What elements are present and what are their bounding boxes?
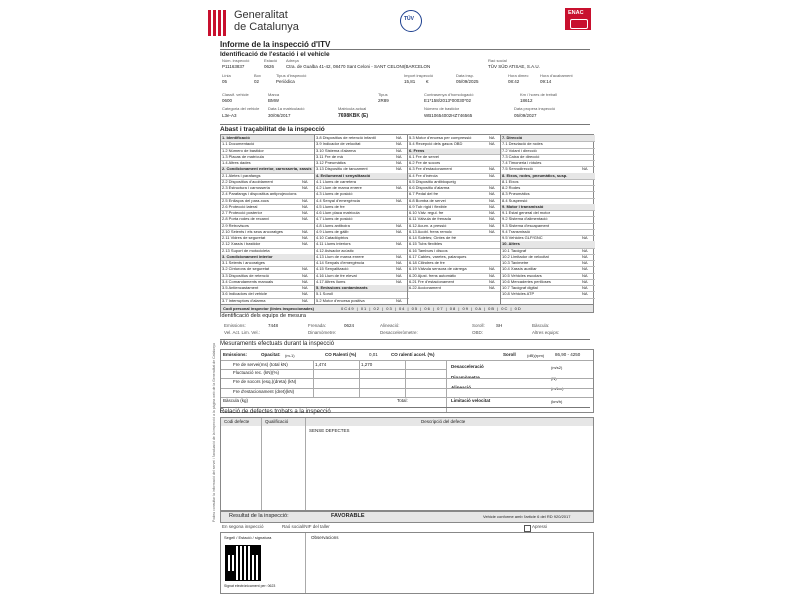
abast-item-label: 3.5 Antiencastament — [222, 285, 259, 290]
abast-item-label: 6.15 Tubs flexibles — [409, 241, 443, 247]
abast-item-label: 3.6 Indicadors del vehicle — [222, 291, 268, 297]
page-title: Informe de la inspecció d'ITV — [220, 40, 331, 49]
abast-item-label: 8.1 Eixos — [502, 178, 519, 184]
value-eq-emissions: 7448 — [268, 323, 279, 328]
abast-item-status: NA — [396, 241, 402, 247]
label-ms-fre-estacionament: Fre d'estacionament (dret)(kN) — [233, 389, 295, 394]
abast-item-label: 7.3 Caixa de direcció — [502, 153, 540, 159]
value-matricula: 7698KBK (E) — [338, 113, 369, 119]
label-rao-taller: Raó social/NIF del taller — [282, 524, 330, 529]
value-km: 18612 — [520, 98, 533, 103]
label-eq-desaccelerometre: Desacceleròmetre: — [380, 330, 418, 335]
abast-item-label: 3.8 Dispositius de retenció infantil — [316, 135, 376, 140]
abast-item-label: 4.3 Llums de posició — [316, 191, 353, 197]
label-rao-social: Raó social — [488, 58, 507, 63]
abast-item-status: NA — [489, 272, 495, 278]
abast-item-label: 5.2 Motor d'encesa positiva — [316, 297, 365, 303]
abast-item-label: 3. Condicionament interior — [222, 253, 273, 259]
abast-item-label: 2.7 Protecció posterior — [222, 210, 263, 215]
abast-item-label: 4.13 Llum de marxa enrere — [316, 253, 365, 259]
abast-item-label: 4.16 Llum de fre elevat — [316, 272, 357, 278]
abast-item-label: 6.16 Tamburs i discos — [409, 247, 448, 253]
abast-item-label: 3.9 Indicador de velocitat — [316, 141, 361, 147]
abast-item-status: NA — [582, 247, 588, 253]
abast-item-label: 6.21 Fre d'estacionament — [409, 278, 455, 284]
label-eq-altres: Altres equips: — [532, 330, 560, 335]
abast-item-label: 2.1 Aletes i parafangs — [222, 172, 261, 178]
label-adreca: Adreça — [286, 58, 299, 63]
abast-item-label: 2. Condicionament exterior, carrosseria, xassís — [222, 166, 312, 172]
abast-item-status: NA — [396, 135, 402, 140]
value-eq-frenada: 0624 — [344, 323, 355, 328]
abast-item-label: 4.15 Senyalització — [316, 266, 349, 272]
value-data-inspeccio: 05/09/2025 — [456, 79, 479, 84]
label-apressi: Apressi — [532, 524, 548, 529]
abast-item-label: 7.2 Volant i direcció — [502, 147, 537, 153]
value-import: 15,81 — [404, 79, 416, 84]
value-estacio: 0626 — [264, 64, 275, 69]
abast-item-label: 6.18 Cilindres de fre — [409, 260, 445, 265]
header-descripcio: Descripció del defecte — [421, 419, 466, 424]
abast-item-label: 4.5 Llums de fre — [316, 203, 345, 209]
value-resultat: FAVORABLE — [331, 513, 365, 519]
label-ms-emissions: Emissions: — [223, 352, 248, 357]
generalitat-logo — [208, 10, 230, 36]
label-eq-velocitat: Vel. Act. Lim. Vel.: — [224, 330, 261, 335]
header-codi-defecte: Codi defecte — [224, 419, 250, 424]
abast-item-label: 6.14 Soletes; Cintes de frè — [409, 235, 457, 240]
value-classif-vehicle: 0600 — [222, 98, 233, 103]
org-name-line1: Generalitat — [234, 9, 288, 21]
abast-item-label: 1.1 Documentació — [222, 141, 255, 147]
label-ms-co-ralenti: CO Ralentí (%) — [325, 352, 357, 357]
label-ms-total: Total: — [397, 398, 408, 403]
value-linia: 05 — [222, 79, 228, 84]
label-data-inspeccio: Data insp. — [456, 73, 475, 78]
unit-ms-opacitat: (m-1) — [285, 352, 295, 358]
side-legal-note: Podeu consultar la informació del servei i l'avaluació de la inspecció a la pàgina web de la Generalitat de Catalunya — [212, 343, 216, 522]
label-ms-alineacio: Alineació — [451, 385, 472, 390]
unit-ms-soroll: (dB)(rpm) — [527, 352, 545, 358]
label-hora-acabament: Hora d'acabament — [540, 73, 573, 78]
abast-item-label: 4.17 Altres llums — [316, 278, 346, 284]
abast-item-status: NA — [396, 197, 402, 203]
abast-item-status: NA — [489, 135, 495, 140]
label-matricula: Matrícula actual — [338, 106, 367, 111]
abast-item-status: NA — [582, 253, 588, 259]
abast-item-label: 4.12 Avisador acústic — [316, 247, 354, 253]
abast-item-label: 6.20 Ajust. frens automàtic — [409, 272, 457, 278]
section-defectes: Relació de defectes trobats a la inspecció — [220, 407, 590, 415]
value-bastidor: WB10654002HZ746565 — [424, 113, 473, 118]
abast-item-label: 3.4 Comandaments manuals — [222, 278, 274, 284]
label-ms-limitacio: Limitació velocitat — [451, 398, 491, 403]
abast-item-label: 9.1 Estat general del motor — [502, 210, 551, 215]
label-eq-dinamometre: Dinamòmetre: — [308, 330, 337, 335]
abast-item-label: 4.9 Llums de gàlib — [316, 228, 349, 234]
abast-item-status: NA — [489, 166, 495, 172]
label-eq-emissions: Emissions: — [224, 323, 246, 328]
abast-item-status: NA — [396, 222, 402, 228]
abast-item-status: NA — [489, 197, 495, 203]
label-ms-fre-servei: Fre de servei(ms) (total kN) — [233, 362, 288, 367]
abast-item-status: NA — [302, 203, 308, 209]
abast-item-label: 6.11 Vàlvula de frenada — [409, 216, 451, 222]
abast-item-label: 5.3 Motor d'encesa per compressió — [409, 135, 472, 140]
label-ms-fluctuacio: Fluctuació rec. (kN)(%) — [233, 370, 280, 375]
apressi-checkbox[interactable] — [524, 525, 531, 532]
abast-item-status: NA — [396, 278, 402, 284]
abast-item-label: 2.8 Porta rodes de recanvi — [222, 216, 269, 222]
abast-item-status: NA — [582, 285, 588, 290]
abast-column-2 — [314, 135, 408, 305]
abast-item-label: 2.12 Xassís i bastidor — [222, 241, 261, 247]
label-ms-bascula: Bàscula (kg) — [223, 398, 249, 403]
abast-item-status: NA — [582, 260, 588, 265]
abast-item-label: 2.4 Parafangs i dispositius antiprojeccions — [222, 191, 297, 197]
abast-item-label: 3.11 Fre de mà — [316, 153, 343, 159]
abast-item-label: 8.2 Rodes — [502, 185, 521, 190]
abast-item-status: NA — [489, 228, 495, 234]
abast-item-label: 9.4 Transmissió — [502, 228, 531, 234]
label-bastidor: Número de bastidor — [424, 106, 460, 111]
abast-item-status: NA — [489, 203, 495, 209]
abast-item-label: 4.7 Llums de posició — [316, 216, 353, 222]
abast-item-label: 6.6 Dispositiu d'alarma — [409, 185, 450, 190]
abast-item-label: 6.17 Cables, varetes, palanques — [409, 253, 467, 259]
label-num-inspeccio: Núm. inspecció — [222, 58, 250, 63]
label-classif-vehicle: Classif. vehicle — [222, 92, 249, 97]
section-abast: Abast i traçabilitat de la inspecció — [220, 124, 590, 133]
abast-grid — [220, 134, 594, 306]
value-hora-acabament: 09:14 — [540, 79, 552, 84]
abast-item-label: 8. Eixos, rodes, pneumàtics, susp. — [502, 172, 568, 178]
label-tipus-vehicle: Tipus — [378, 92, 388, 97]
abast-item-label: 10.3 Taxímetre — [502, 260, 529, 265]
mesuraments-table — [220, 349, 594, 413]
abast-item-label: 4.6 Llum placa matrícula — [316, 210, 360, 215]
label-ms-dinamometre: Dinamòmetre — [451, 375, 480, 380]
value-ms-soroll: 86,90 - 4250 — [555, 352, 581, 357]
abast-item-label: 5.1 Soroll — [316, 291, 333, 297]
value-box: 02 — [254, 79, 260, 84]
abast-item-label: 1.3 Placas de matrícula — [222, 153, 264, 159]
defectes-table — [220, 417, 594, 511]
section-mesuraments: Mesuraments efectuats durant la inspecció — [220, 339, 590, 347]
abast-item-label: 4.1 Llums de carretera — [316, 178, 357, 184]
abast-item-status: NA — [302, 228, 308, 234]
abast-item-status: NA — [396, 185, 402, 190]
label-estacio: Estació — [264, 58, 278, 63]
abast-item-label: 3.2 Cinturons de seguretat — [222, 266, 270, 272]
value-num-inspeccio: P11163837 — [222, 64, 245, 69]
resultat-nota: Vehicle conforme amb l'article 6 del RD 920/2017 — [483, 514, 571, 519]
abast-item-status: NA — [582, 235, 588, 240]
abast-item-label: 4.11 Llums interiors — [316, 241, 351, 247]
enac-logo: ENAC — [565, 8, 591, 30]
value-tipus-inspeccio: Periòdica — [276, 79, 295, 84]
abast-item-label: 5.4 Recepció dels gasos OBD — [409, 141, 463, 147]
label-hora-inici: Hora dimec — [508, 73, 529, 78]
abast-item-status: NA — [489, 266, 495, 272]
abast-item-label: 10.5 Vehicles escolars — [502, 272, 542, 278]
abast-item-status: NA — [302, 178, 308, 184]
label-contrasenya: Contrasenya d'homologació — [424, 92, 474, 97]
abast-item-status: NA — [302, 185, 308, 190]
abast-item-label: 7. Direcció — [502, 135, 523, 140]
abast-item-status: NA — [489, 141, 495, 147]
abast-item-label: 3.12 Pneumàtics — [316, 160, 346, 165]
abast-item-label: 4. Enllumenat i senyalització — [316, 172, 371, 178]
abast-item-label: 6.7 Pedal del fre — [409, 191, 439, 197]
label-eq-soroll: Soroll: — [472, 323, 485, 328]
abast-item-label: 4.2 Llum de marxa enrere — [316, 185, 362, 190]
label-data-propera: Data propera inspecció — [514, 106, 556, 111]
label-eq-obd: OBD: — [472, 330, 484, 335]
abast-item-status: NA — [582, 278, 588, 284]
abast-item-label: 7.5 Servodirecció — [502, 166, 533, 172]
label-resultat: Resultat de la inspecció: — [229, 513, 289, 519]
abast-item-status: NA — [489, 210, 495, 215]
abast-item-label: 10.2 Limitador de velocitat — [502, 253, 549, 259]
abast-item-status: NA — [582, 272, 588, 278]
abast-item-status: NA — [489, 278, 495, 284]
label-linia: Línia — [222, 73, 231, 78]
resultat-row — [220, 511, 594, 523]
abast-item-label: 1.2 Número de bastidor — [222, 147, 264, 153]
section-identificacio: Identificació de l'estació i el vehicle — [220, 49, 590, 58]
abast-item-label: 8.4 Suspensió — [502, 197, 528, 203]
label-box: Box — [254, 73, 261, 78]
abast-column-4 — [500, 135, 594, 305]
label-eq-frenada: Frenada: — [308, 323, 327, 328]
label-tipus-inspeccio: Tipus d'inspecció — [276, 73, 307, 78]
signatura-block — [220, 532, 594, 594]
abast-item-label: 3.13 Dispositiu de tancament — [316, 166, 368, 172]
abast-item-label: 4.8 Llums antiboira — [316, 222, 350, 228]
abast-item-label: 3.3 Dispositius de retenció — [222, 272, 269, 278]
tuv-logo: TÜV — [400, 10, 422, 32]
value-eq-soroll: SH — [496, 323, 503, 328]
abast-item-label: 10. Altres — [502, 241, 520, 247]
abast-item-label: 7.4 Timoneria i ròtules — [502, 160, 542, 165]
abast-item-label: 6.5 Dispositiu antibloqueig — [409, 178, 456, 184]
org-name-line2: de Catalunya — [234, 21, 299, 33]
abast-item-status: NA — [302, 266, 308, 272]
qr-code — [225, 545, 261, 581]
label-signatura: Segell / Estació / signatura — [224, 535, 272, 540]
abast-item-label: 6.4 Fre d'inèrcia — [409, 172, 438, 178]
value-codi-inspector: 0C49 | 01 | 02 | 03 | 04 | 05 | 06 | 07 | 08 | 09 | 0A | 0B | 0C | 0D — [341, 305, 522, 311]
abast-item-label: 9.2 Sistema d'alimentació — [502, 216, 548, 222]
abast-item-label: 6.13 Acobl. frens remolc — [409, 228, 452, 234]
abast-item-label: 6.10 Vàlv. regul. fre — [409, 210, 444, 215]
abast-item-label: 6.2 Fre de socors — [409, 160, 441, 165]
abast-item-label: 2.2 Dispositius d'acoblament — [222, 178, 273, 184]
currency-symbol: € — [426, 79, 429, 84]
value-adreca: Ctra. de Gualba 41-42, 08470 Sant Celoni - SANT CELONI(BARCELON — [286, 64, 431, 69]
abast-item-label: 2.13 Suport de motocicleta — [222, 247, 270, 253]
abast-item-label: 9. Motor i transmissió — [502, 203, 544, 209]
abast-column-3 — [407, 135, 501, 305]
label-ms-soroll: Soroll — [503, 352, 516, 357]
abast-item-status: NA — [396, 166, 402, 172]
abast-item-label: 4.4 Senyal d'emergència — [316, 197, 360, 203]
abast-item-status: NA — [302, 272, 308, 278]
label-ms-opacitat: Opacitat: — [261, 352, 281, 357]
abast-item-status: NA — [489, 222, 495, 228]
abast-item — [501, 291, 595, 298]
abast-item-label: 3.1 Seients i ancoratges — [222, 260, 265, 265]
label-data-matriculacio: Data 1a matriculació — [268, 106, 305, 111]
abast-item-status: NA — [302, 285, 308, 290]
label-segona-inspeccio: En segona inspecció — [222, 524, 264, 529]
label-km: Km / hores de treball — [520, 92, 557, 97]
value-rao-social: TÜV SÜD ATISAE, S.A.U. — [488, 64, 540, 69]
value-data-propera: 05/09/2027 — [514, 113, 537, 118]
abast-item-status: NA — [396, 253, 402, 259]
abast-item — [408, 285, 502, 292]
value-categoria: L3e-A3 — [222, 113, 237, 118]
unit-ms-dinamometre: (N) — [551, 375, 557, 381]
abast-item-label: 9.3 Sistema d'escapament — [502, 222, 550, 228]
label-categoria: Categoria del vehicle — [222, 106, 260, 111]
abast-item-label: 7.1 Desviació de rodes — [502, 141, 543, 147]
abast-item-label: 2.3 Estructura i carrosseria — [222, 185, 270, 190]
inspector-code-row — [220, 304, 594, 313]
value-contrasenya: E1*158/2013*00030*02 — [424, 98, 472, 103]
abast-item-label: 6.9 Tub rígid i flexible — [409, 203, 447, 209]
abast-item-status: NA — [302, 235, 308, 240]
value-marca: BMW — [268, 98, 279, 103]
abast-item-label: 6.12 Acum. a pressió — [409, 222, 447, 228]
label-ms-desacceleracio: Desacceleració — [451, 364, 484, 369]
label-ms-fre-socors: Fre de socors (esq.)(dreta) (kN) — [233, 379, 297, 384]
abast-item-label: 6. Frens — [409, 147, 425, 153]
unit-ms-alineacio: (m/km) — [551, 385, 564, 391]
abast-item-status: NA — [489, 216, 495, 222]
abast-column-1 — [221, 135, 314, 305]
label-eq-bascula: Bàscula: — [532, 323, 550, 328]
abast-item-status: NA — [396, 141, 402, 147]
abast-item-label: 6.1 Fre de servei — [409, 153, 440, 159]
abast-item-label: 10.8 Vehicles ATP — [502, 291, 535, 297]
abast-item-label: 6.3 Fre d'estacionament — [409, 166, 452, 172]
abast-item-label: 2.6 Protecció lateral — [222, 203, 258, 209]
abast-item-status: NA — [302, 241, 308, 247]
abast-item-status: NA — [302, 216, 308, 222]
abast-item-label: 5. Emissions contaminants — [316, 285, 368, 290]
label-marca: Marca — [268, 92, 280, 97]
abast-item-status: NA — [582, 266, 588, 272]
label-eq-alineacio: Alineació: — [380, 323, 400, 328]
label-observacions: Observacions — [311, 535, 339, 540]
value-ms-fre-servei-1: 1,474 — [315, 362, 327, 367]
abast-item-status: NA — [396, 297, 402, 303]
value-hora-inici: 08:42 — [508, 79, 520, 84]
label-codi-inspector: Codi personal inspector (línies inspeccionades) — [223, 305, 314, 311]
abast-item-label: 4.10 Catadiòptrics — [316, 235, 349, 240]
value-ms-co-ralenti: 0,01 — [369, 352, 378, 357]
abast-item-label: 10.1 Tacògraf — [502, 247, 527, 253]
abast-item-status: NA — [396, 147, 402, 153]
abast-item-label: 10.7 Tacògraf digital — [502, 285, 538, 290]
abast-item-status: NA — [582, 166, 588, 172]
abast-item-status: NA — [302, 278, 308, 284]
unit-ms-limitacio: (km/h) — [551, 398, 563, 404]
abast-item-status: NA — [489, 285, 495, 290]
abast-item-status: NA — [489, 185, 495, 190]
abast-item-status: NA — [582, 291, 588, 297]
abast-item-status: NA — [396, 260, 402, 265]
label-ms-co-accel: CO ralentí accel. (%) — [391, 352, 435, 357]
abast-item-label: 6.22 Accionament — [409, 285, 441, 290]
abast-item-label: 3.10 Sistema d'alarma — [316, 147, 356, 153]
abast-item-label: 2.9 Retrovisors — [222, 222, 249, 228]
abast-item-label: 10.4 Xassís auxiliar — [502, 266, 537, 272]
abast-item-label: 6.8 Bomba de servei — [409, 197, 446, 203]
label-import: Import inspecció — [404, 73, 434, 78]
abast-item-label: 8.3 Pneumàtics — [502, 191, 530, 197]
abast-item-status: NA — [396, 266, 402, 272]
unit-ms-desacceleracio: (m/s2) — [551, 364, 563, 370]
abast-item-status: NA — [396, 153, 402, 159]
abast-item-status: NA — [302, 210, 308, 215]
abast-item-label: 2.11 Vidres de seguretat — [222, 235, 266, 240]
abast-item-label: 9.5 Vehicles GLP/GNC — [502, 235, 543, 240]
defecte-row-1: SENSE DEFECTES — [309, 428, 350, 433]
abast-item-status: NA — [302, 197, 308, 203]
abast-item-label: 2.10 Seients i els seus ancoratges — [222, 228, 283, 234]
abast-item-label: 4.14 Senyals d'emergència — [316, 260, 365, 265]
abast-item-status: NA — [396, 160, 402, 165]
section-equips: Identificació dels equips de mesura — [220, 313, 306, 319]
abast-item-label: 2.5 Enllaços del para-xocs — [222, 197, 269, 203]
header-qualificacio: Qualificació — [265, 419, 289, 424]
abast-item-label: 10.6 Mercaderies perilloses — [502, 278, 551, 284]
abast-item-label: 1.4 Altres dades — [222, 160, 251, 165]
value-tipus-vehicle: 2R89 — [378, 98, 389, 103]
abast-item-status: NA — [489, 191, 495, 197]
abast-item-label: 1. Identificació — [222, 135, 250, 140]
value-data-matriculacio: 30/06/2017 — [268, 113, 291, 118]
inspection-report-sheet — [198, 2, 600, 598]
abast-item-status: NA — [396, 272, 402, 278]
abast-item-label: 3.7 Interruptors d'alarma — [222, 297, 266, 303]
abast-item-status: NA — [302, 297, 308, 303]
qr-caption: Signat electrònicament per: 0623 — [224, 584, 276, 588]
value-ms-fre-servei-2: 1,270 — [361, 362, 373, 367]
abast-item-label: 6.19 Vàlvula sensora de càrrega — [409, 266, 467, 272]
abast-item-status: NA — [489, 172, 495, 178]
abast-item-status: NA — [396, 228, 402, 234]
abast-item-status: NA — [302, 291, 308, 297]
